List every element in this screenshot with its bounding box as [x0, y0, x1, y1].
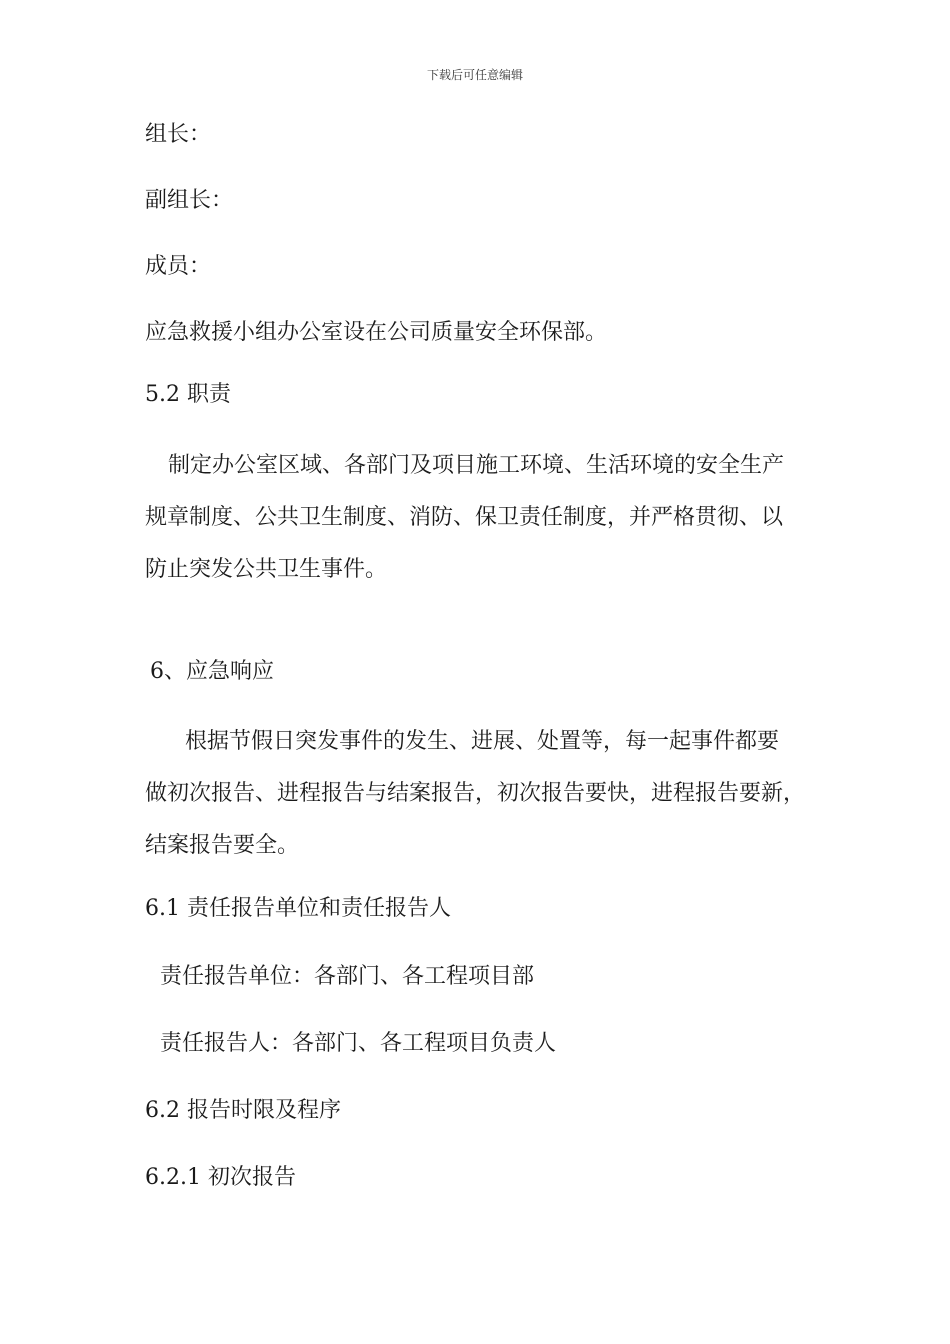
deputy-leader-line: 副组长： — [145, 188, 234, 213]
section-6-1-heading: 6.1 责任报告单位和责任报告人 — [145, 896, 451, 921]
responsible-person-line: 责任报告人：各部门、各工程项目负责人 — [160, 1031, 557, 1056]
members-line: 成员： — [145, 254, 212, 279]
section-6-2-1-heading: 6.2.1 初次报告 — [145, 1165, 296, 1190]
response-paragraph-line-3: 结案报告要全。 — [145, 833, 300, 858]
section-6-2-heading: 6.2 报告时限及程序 — [145, 1098, 341, 1123]
office-location-line: 应急救援小组办公室设在公司质量安全环保部。 — [145, 320, 608, 345]
response-paragraph-line-2: 做初次报告、进程报告与结案报告，初次报告要快，进程报告要新， — [145, 781, 806, 806]
page-header: 下载后可任意编辑 — [426, 68, 523, 82]
section-5-2-heading: 5.2 职责 — [145, 382, 231, 407]
responsible-unit-line: 责任报告单位：各部门、各工程项目部 — [160, 964, 535, 989]
team-leader-line: 组长： — [145, 122, 212, 147]
duties-paragraph-line-1: 制定办公室区域、各部门及项目施工环境、生活环境的安全生产 — [168, 453, 785, 478]
duties-paragraph-line-2: 规章制度、公共卫生制度、消防、保卫责任制度，并严格贯彻、以 — [145, 505, 784, 530]
response-paragraph-line-1: 根据节假日突发事件的发生、进展、处置等，每一起事件都要 — [185, 729, 780, 754]
duties-paragraph-line-3: 防止突发公共卫生事件。 — [145, 557, 388, 582]
section-6-heading: 6、应急响应 — [150, 659, 274, 684]
